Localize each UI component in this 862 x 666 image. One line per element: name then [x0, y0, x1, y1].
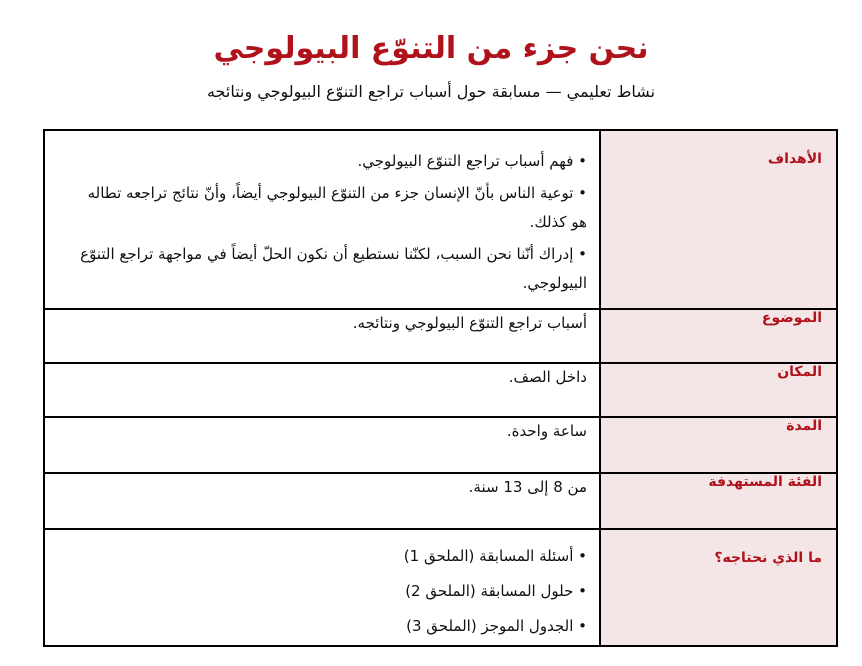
activity-info-table: [43, 129, 838, 647]
material-item: • الجدول الموجز (الملحق 3): [75, 610, 587, 642]
topic-value: أسباب تراجع التنوّع البيولوجي ونتائجه.: [44, 309, 600, 363]
topic-row: [44, 309, 837, 363]
goals-list: [75, 147, 587, 298]
goal-item: • فهم أسباب تراجع التنوّع البيولوجي.: [75, 147, 587, 176]
place-label: المكان: [600, 363, 837, 417]
materials-list: [75, 540, 587, 642]
goals-label: الأهداف: [600, 130, 837, 309]
audience-row: [44, 473, 837, 529]
material-item: • أسئلة المسابقة (الملحق 1): [75, 540, 587, 572]
materials-value: [44, 529, 600, 646]
duration-value: ساعة واحدة.: [44, 417, 600, 473]
duration-row: [44, 417, 837, 473]
audience-value: من 8 إلى 13 سنة.: [44, 473, 600, 529]
goals-row: [44, 130, 837, 309]
goal-item: • إدراك أنّنا نحن السبب، لكنّنا نستطيع أن نكون الحلّ أيضاً في مواجهة تراجع التنوّع البيولوجي.: [75, 240, 587, 298]
materials-row: [44, 529, 837, 646]
material-item: • حلول المسابقة (الملحق 2): [75, 575, 587, 607]
topic-label: الموضوع: [600, 309, 837, 363]
materials-label: ما الذي نحتاجه؟: [600, 529, 837, 646]
page-subtitle: نشاط تعليمي — مسابقة حول أسباب تراجع التنوّع البيولوجي ونتائجه: [206, 82, 656, 101]
goals-value: [44, 130, 600, 309]
duration-label: المدة: [600, 417, 837, 473]
place-value: داخل الصف.: [44, 363, 600, 417]
page-title: نحن جزء من التنوّع البيولوجي: [213, 31, 649, 66]
goal-item: • توعية الناس بأنّ الإنسان جزء من التنوّع البيولوجي أيضاً، وأنّ نتائج تراجعه تطاله هو كذلك.: [75, 179, 587, 237]
audience-label: الفئة المستهدفة: [600, 473, 837, 529]
place-row: [44, 363, 837, 417]
